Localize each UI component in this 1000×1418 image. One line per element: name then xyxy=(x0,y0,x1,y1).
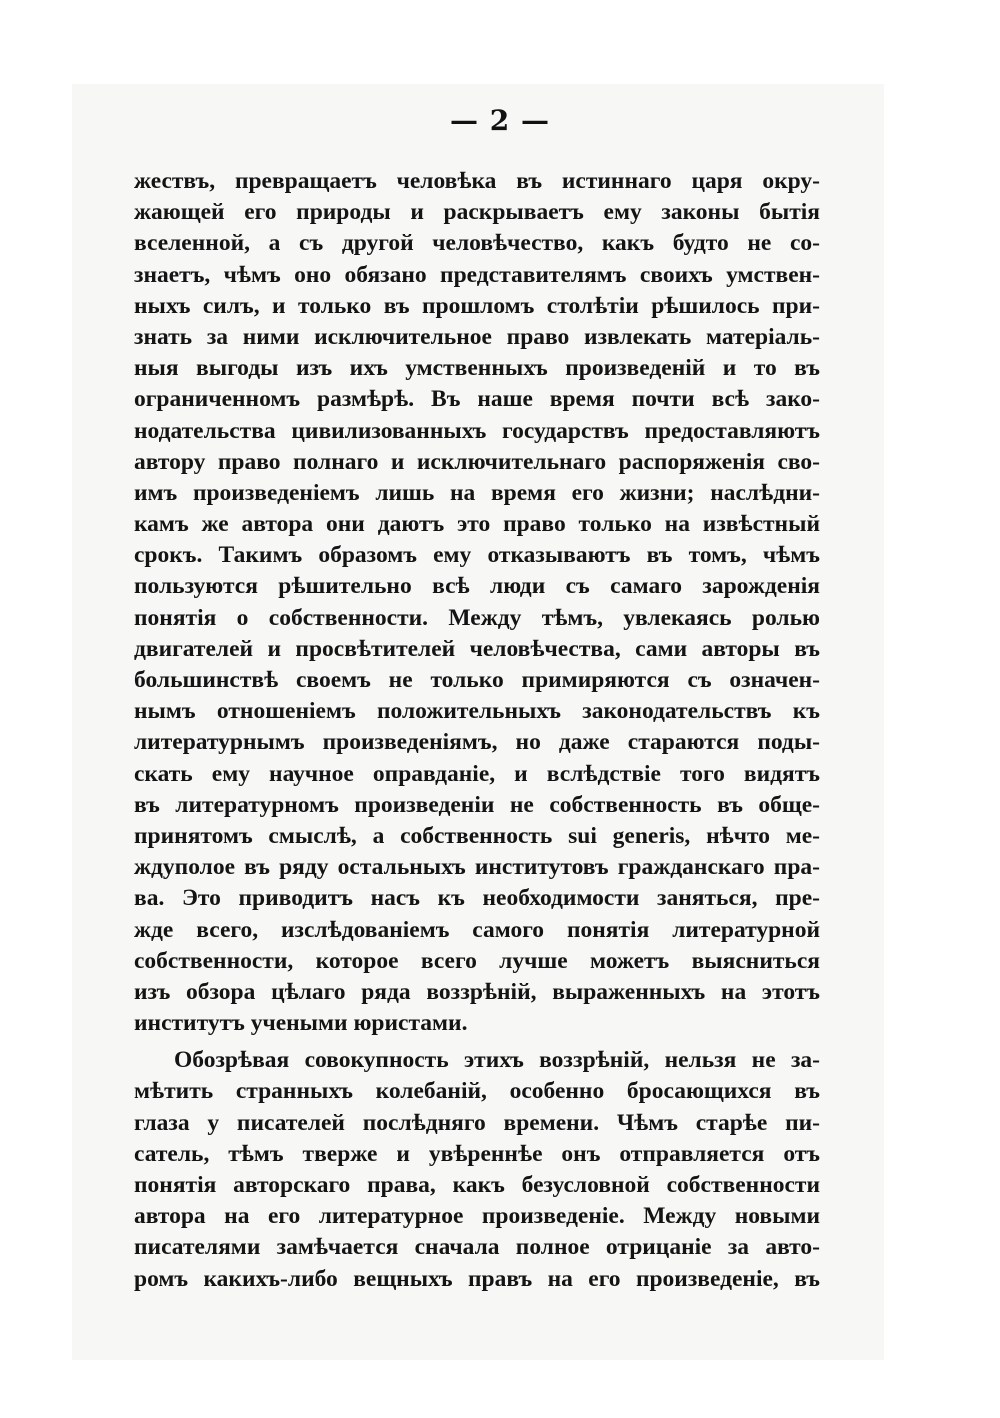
text-line: двигателей и просвѣтителей человѣчества, сами авторы въ xyxy=(134,635,820,662)
body-text xyxy=(134,166,820,1295)
text-line: большинствѣ своемъ не только примиряются съ означен- xyxy=(134,667,820,693)
text-line: изъ обзора цѣлаго ряда воззрѣній, выраженныхъ на этотъ xyxy=(134,978,820,1005)
text-line: срокъ. Такимъ образомъ ему отказываютъ въ томъ, чѣмъ xyxy=(134,542,820,569)
text-line: вселенной, а съ другой человѣчество, какъ будто не со- xyxy=(134,230,820,257)
text-line: собственности, которое всего лучше можетъ выясниться xyxy=(134,947,820,974)
text-line: ждуполое въ ряду остальныхъ институтовъ гражданскаго пра- xyxy=(134,854,820,881)
text-line: писателями замѣчается сначала полное отрицаніе за авто- xyxy=(134,1234,820,1261)
text-line: ромъ какихъ-либо вещныхъ правъ на его произведеніе, въ xyxy=(134,1265,820,1292)
text-line: нодательства цивилизованныхъ государствъ предоставляютъ xyxy=(134,417,820,444)
text-line: Обозрѣвая совокупность этихъ воззрѣній, нельзя не за- xyxy=(174,1047,820,1074)
text-line: нымъ отношеніемъ положительныхъ законодательствъ къ xyxy=(134,698,820,725)
text-line: сатель, тѣмъ тверже и увѣреннѣе онъ отправляется отъ xyxy=(134,1140,820,1167)
page-number: — 2 — xyxy=(450,104,550,137)
text-line: ва. Это приводитъ насъ къ необходимости заняться, пре- xyxy=(134,885,820,912)
text-line: камъ же автора они даютъ это право только на извѣстный xyxy=(134,511,820,538)
text-line: пользуются рѣшительно всѣ люди съ самаго зарожденія xyxy=(134,573,820,600)
text-line: автору право полнаго и исключительнаго распоряженія сво- xyxy=(134,448,820,475)
text-line: понятія авторскаго права, какъ безусловной собственности xyxy=(134,1172,820,1198)
text-line: знаетъ, чѣмъ оно обязано представителямъ своихъ умствен- xyxy=(134,261,820,288)
text-line: скать ему научное оправданіе, и вслѣдствіе того видятъ xyxy=(134,760,820,787)
text-line: понятія о собственности. Между тѣмъ, увлекаясь ролью xyxy=(134,604,820,631)
text-line: ныя выгоды изъ ихъ умственныхъ произведеній и то въ xyxy=(134,355,820,382)
text-line: институтъ учеными юристами. xyxy=(134,1010,468,1037)
text-line: въ литературномъ произведеніи не собственность въ обще- xyxy=(134,791,820,818)
text-line: имъ произведеніемъ лишь на время его жизни; наслѣдни- xyxy=(134,479,820,506)
text-line: литературнымъ произведеніямъ, но даже стараются поды- xyxy=(134,729,820,756)
text-line: жествъ, превращаетъ человѣка въ истиннаго царя окру- xyxy=(134,168,820,194)
text-line: принятомъ смыслѣ, а собственность sui generis, нѣчто ме- xyxy=(134,822,820,849)
text-line: жде всего, изслѣдованіемъ самого понятія литературной xyxy=(134,916,820,943)
text-line: глаза у писателей послѣдняго времени. Чѣмъ старѣе пи- xyxy=(134,1109,820,1136)
text-line: мѣтить странныхъ колебаній, особенно бросающихся въ xyxy=(134,1078,820,1105)
paragraph-2 xyxy=(134,1045,820,1295)
paragraph-1 xyxy=(134,166,820,1039)
text-line: ныхъ силъ, и только въ прошломъ столѣтіи рѣшилось при- xyxy=(134,292,820,319)
text-line: ограниченномъ размѣрѣ. Въ наше время почти всѣ зако- xyxy=(134,386,820,413)
text-line: жающей его природы и раскрываетъ ему законы бытія xyxy=(134,199,820,226)
text-line: знать за ними исключительное право извлекать матеріаль- xyxy=(134,323,820,350)
text-line: автора на его литературное произведеніе. Между новыми xyxy=(134,1203,820,1230)
